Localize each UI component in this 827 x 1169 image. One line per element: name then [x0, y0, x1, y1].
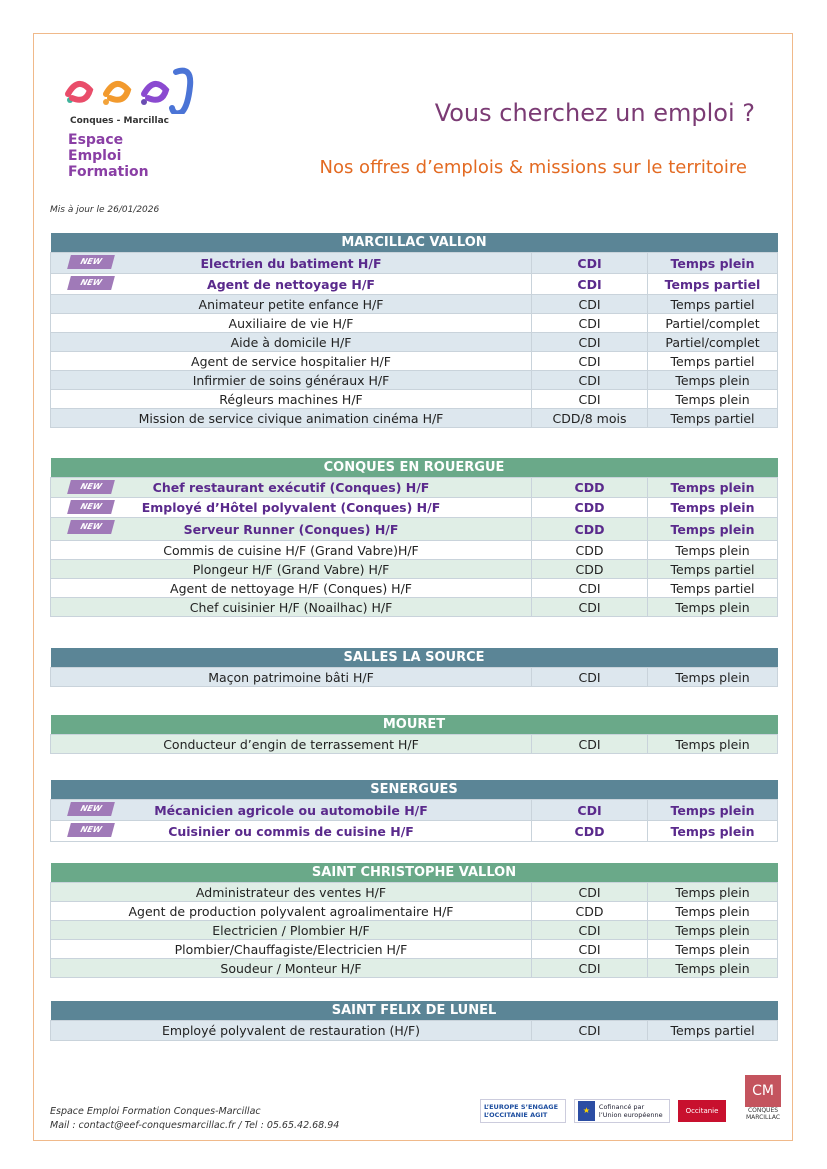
table-row	[51, 409, 778, 428]
job-title-cell	[51, 959, 532, 978]
footer	[50, 1105, 339, 1133]
job-title: Mission de service civique animation cinéma H/F	[138, 410, 444, 426]
work-time: Temps plein	[648, 518, 778, 541]
new-badge-icon: NEW	[67, 802, 115, 816]
job-title-cell	[51, 560, 532, 579]
footer-org: Espace Emploi Formation Conques-Marcillac	[50, 1106, 261, 1117]
section-header: SAINT CHRISTOPHE VALLON	[51, 863, 778, 883]
job-title: Maçon patrimoine bâti H/F	[208, 669, 374, 685]
job-title-cell	[51, 902, 532, 921]
table-row	[51, 821, 778, 842]
job-title: Administrateur des ventes H/F	[195, 884, 387, 900]
occitanie-logo: Occitanie	[678, 1100, 726, 1122]
work-time: Temps plein	[648, 371, 778, 390]
job-table	[50, 780, 778, 842]
eu-logo: ★ Cofinancé par l’Union européenne	[574, 1099, 670, 1123]
contract-type: CDI	[532, 333, 648, 352]
table-row	[51, 295, 778, 314]
section-header: SENERGUES	[51, 780, 778, 800]
section-4	[50, 780, 777, 842]
table-row	[51, 959, 778, 978]
contract-type: CDI	[532, 579, 648, 598]
job-title-cell	[51, 371, 532, 390]
table-row	[51, 668, 778, 687]
work-time: Temps plein	[648, 668, 778, 687]
table-row	[51, 883, 778, 902]
page-subtitle: Nos offres d’emplois & missions sur le territoire	[319, 157, 747, 178]
section-5	[50, 863, 777, 978]
work-time: Temps plein	[648, 902, 778, 921]
section-header: CONQUES EN ROUERGUE	[51, 458, 778, 478]
job-title-cell	[51, 333, 532, 352]
work-time: Temps partiel	[648, 274, 778, 295]
job-title-cell	[51, 518, 532, 541]
work-time: Temps plein	[648, 735, 778, 754]
contract-type: CDI	[532, 295, 648, 314]
work-time: Temps partiel	[648, 409, 778, 428]
eu-flag-icon: ★	[578, 1101, 595, 1121]
eef-logo	[58, 64, 208, 186]
contract-type: CDD/8 mois	[532, 409, 648, 428]
job-title: Auxiliaire de vie H/F	[228, 315, 354, 331]
job-title-cell	[51, 274, 532, 295]
work-time: Temps plein	[648, 800, 778, 821]
section-header: MARCILLAC VALLON	[51, 233, 778, 253]
job-title: Mécanicien agricole ou automobile H/F	[154, 802, 428, 818]
section-header: SAINT FELIX DE LUNEL	[51, 1001, 778, 1021]
new-badge-icon: NEW	[67, 255, 115, 269]
job-title: Electrien du batiment H/F	[200, 255, 382, 271]
job-title-cell	[51, 498, 532, 518]
contract-type: CDD	[532, 541, 648, 560]
contract-type: CDI	[532, 800, 648, 821]
new-badge-icon: NEW	[67, 480, 115, 494]
work-time: Temps partiel	[648, 579, 778, 598]
job-title-cell	[51, 598, 532, 617]
contract-type: CDI	[532, 883, 648, 902]
table-row	[51, 541, 778, 560]
job-title: Animateur petite enfance H/F	[198, 296, 384, 312]
section-header: MOURET	[51, 715, 778, 735]
contract-type: CDI	[532, 959, 648, 978]
table-row	[51, 498, 778, 518]
job-title: Agent de nettoyage H/F (Conques) H/F	[170, 580, 412, 596]
job-title: Employé polyvalent de restauration (H/F)	[161, 1023, 421, 1038]
partner-logos	[480, 1098, 726, 1124]
job-title: Agent de nettoyage H/F	[207, 276, 375, 292]
job-title: Soudeur / Monteur H/F	[220, 960, 362, 976]
job-title-cell	[51, 409, 532, 428]
job-table	[50, 233, 778, 428]
section-2	[50, 648, 777, 687]
contract-type: CDI	[532, 921, 648, 940]
job-title-cell	[51, 541, 532, 560]
job-title-cell	[51, 352, 532, 371]
job-table	[50, 1001, 778, 1041]
work-time: Temps plein	[648, 541, 778, 560]
job-title-cell	[51, 735, 532, 754]
table-row	[51, 352, 778, 371]
new-badge-icon: NEW	[67, 823, 115, 837]
table-row	[51, 579, 778, 598]
contract-type: CDD	[532, 498, 648, 518]
job-table	[50, 458, 778, 617]
work-time: Temps partiel	[648, 560, 778, 579]
contract-type: CDI	[532, 253, 648, 274]
table-row	[51, 921, 778, 940]
job-title-cell	[51, 821, 532, 842]
region-logo: L’EUROPE S’ENGAGE L’OCCITANIE AGIT	[480, 1099, 566, 1123]
job-title: Electricien / Plombier H/F	[212, 922, 370, 938]
eef-logo-letters	[58, 64, 198, 114]
contract-type: CDI	[532, 735, 648, 754]
cm-label: CONQUES MARCILLAC	[745, 1107, 781, 1121]
contract-type: CDI	[532, 352, 648, 371]
table-row	[51, 390, 778, 409]
section-header: SALLES LA SOURCE	[51, 648, 778, 668]
job-title: Chef cuisinier H/F (Noailhac) H/F	[189, 599, 393, 615]
job-title: Agent de service hospitalier H/F	[191, 353, 391, 369]
work-time: Partiel/complet	[648, 333, 778, 352]
job-table	[50, 648, 778, 687]
job-title-cell	[51, 921, 532, 940]
job-title-cell	[51, 668, 532, 687]
footer-contact: Mail : contact@eef-conquesmarcillac.fr / Tel : 05.65.42.68.94	[50, 1120, 340, 1131]
contract-type: CDD	[532, 518, 648, 541]
work-time: Temps partiel	[648, 352, 778, 371]
contract-type: CDD	[532, 902, 648, 921]
contract-type: CDI	[532, 314, 648, 333]
contract-type: CDD	[532, 478, 648, 498]
table-row	[51, 735, 778, 754]
job-title-cell	[51, 883, 532, 902]
new-badge-icon: NEW	[67, 520, 115, 534]
job-table	[50, 715, 778, 754]
contract-type: CDI	[532, 274, 648, 295]
work-time: Temps plein	[648, 478, 778, 498]
job-title-cell	[51, 390, 532, 409]
section-3	[50, 715, 777, 754]
contract-type: CDD	[532, 560, 648, 579]
job-title: Conducteur d’engin de terrassement H/F	[163, 736, 419, 752]
table-row	[51, 371, 778, 390]
work-time: Temps partiel	[648, 1021, 778, 1041]
job-title-cell	[51, 940, 532, 959]
job-title: Employé d’Hôtel polyvalent (Conques) H/F	[141, 500, 441, 515]
work-time: Temps partiel	[648, 295, 778, 314]
table-row	[51, 253, 778, 274]
contract-type: CDI	[532, 390, 648, 409]
job-title: Aide à domicile H/F	[230, 334, 352, 350]
cm-icon: CM	[745, 1075, 781, 1107]
job-title-cell	[51, 314, 532, 333]
job-title: Commis de cuisine H/F (Grand Vabre)H/F	[163, 542, 419, 558]
job-title-cell	[51, 800, 532, 821]
table-row	[51, 940, 778, 959]
job-title-cell	[51, 478, 532, 498]
job-title: Cuisinier ou commis de cuisine H/F	[168, 823, 414, 839]
job-title: Régleurs machines H/F	[219, 391, 363, 407]
table-row	[51, 800, 778, 821]
contract-type: CDI	[532, 598, 648, 617]
update-date: Mis à jour le 26/01/2026	[50, 205, 160, 215]
table-row	[51, 314, 778, 333]
job-title: Serveur Runner (Conques) H/F	[183, 521, 399, 537]
contract-type: CDI	[532, 371, 648, 390]
job-title-cell	[51, 253, 532, 274]
work-time: Temps plein	[648, 883, 778, 902]
job-title-cell	[51, 579, 532, 598]
work-time: Temps plein	[648, 821, 778, 842]
work-time: Temps plein	[648, 959, 778, 978]
job-title: Plongeur H/F (Grand Vabre) H/F	[192, 561, 390, 577]
section-0	[50, 233, 777, 428]
table-row	[51, 560, 778, 579]
table-row	[51, 333, 778, 352]
table-row	[51, 902, 778, 921]
table-row	[51, 598, 778, 617]
job-title: Infirmier de soins généraux H/F	[192, 372, 390, 388]
work-time: Temps plein	[648, 390, 778, 409]
new-badge-icon: NEW	[67, 276, 115, 290]
page-title: Vous cherchez un emploi ?	[434, 99, 755, 127]
conques-marcillac-logo	[742, 1075, 784, 1130]
job-table	[50, 863, 778, 978]
table-row	[51, 274, 778, 295]
work-time: Temps plein	[648, 921, 778, 940]
contract-type: CDD	[532, 821, 648, 842]
work-time: Temps plein	[648, 940, 778, 959]
table-row	[51, 518, 778, 541]
work-time: Partiel/complet	[648, 314, 778, 333]
job-title: Plombier/Chauffagiste/Electricien H/F	[174, 941, 408, 957]
job-title-cell	[51, 295, 532, 314]
work-time: Temps plein	[648, 253, 778, 274]
job-title: Agent de production polyvalent agroalimentaire H/F	[128, 903, 454, 919]
contract-type: CDI	[532, 668, 648, 687]
section-1	[50, 458, 777, 617]
table-row	[51, 1021, 778, 1041]
contract-type: CDI	[532, 1021, 648, 1041]
contract-type: CDI	[532, 940, 648, 959]
job-title: Chef restaurant exécutif (Conques) H/F	[152, 480, 430, 495]
job-title-cell	[51, 1021, 532, 1041]
section-6	[50, 1001, 777, 1041]
table-row	[51, 478, 778, 498]
logo-name: Espace Emploi Formation	[68, 132, 149, 180]
new-badge-icon: NEW	[67, 500, 115, 514]
logo-subtitle: Conques - Marcillac	[70, 116, 169, 126]
work-time: Temps plein	[648, 598, 778, 617]
work-time: Temps plein	[648, 498, 778, 518]
